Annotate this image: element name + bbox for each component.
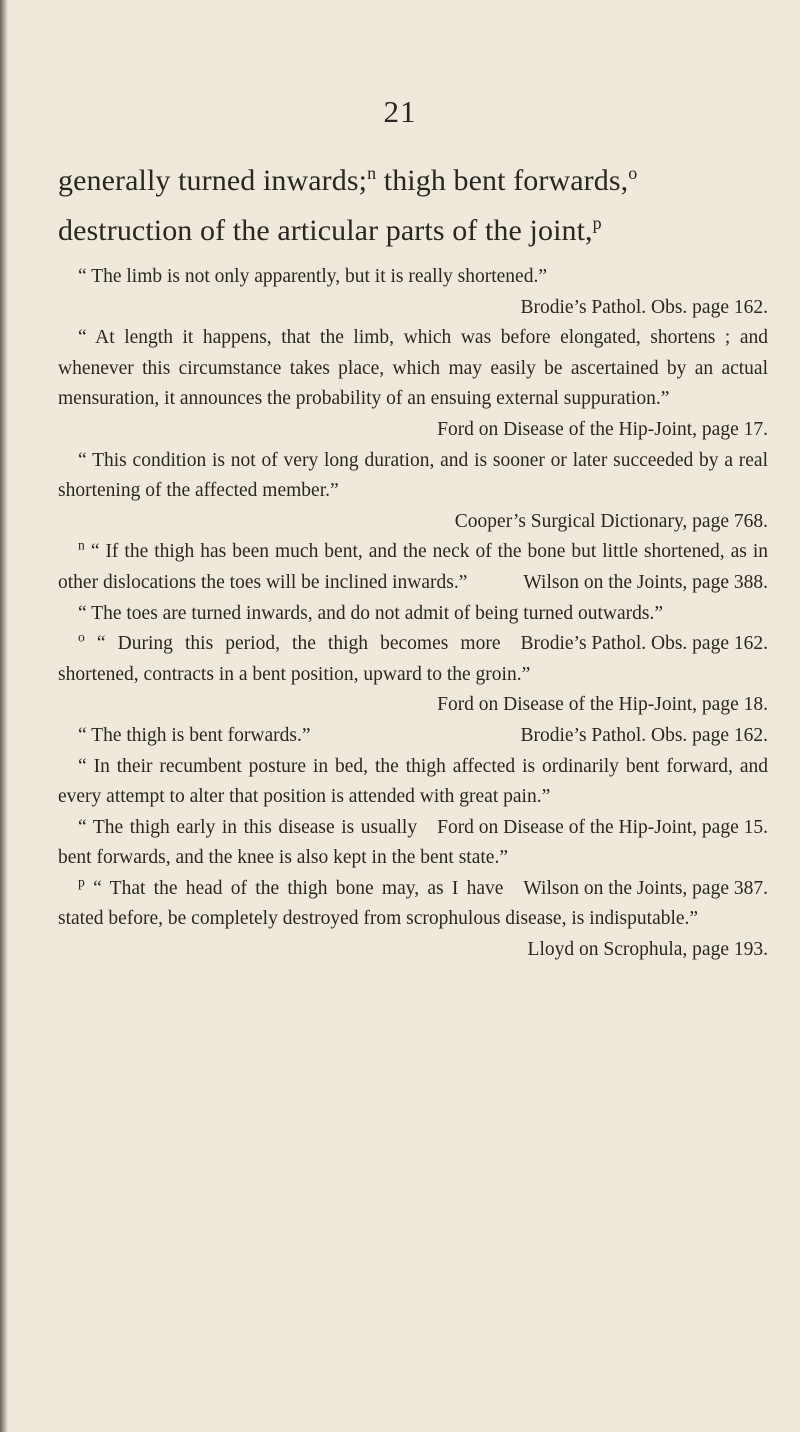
footnote	[58, 721, 768, 752]
footnote	[58, 446, 768, 538]
main-text-segment: generally turned inwards;	[58, 164, 368, 197]
footnote-marker: p	[78, 874, 85, 890]
footnote-marker: n	[78, 537, 85, 553]
footnote-quote: “ The thigh is bent forwards.” Brodie’s Pathol. Obs. page 162.	[58, 721, 768, 752]
footnote-quote: “ The toes are turned inwards, and do not admit of being turned outwards.” Brodie’s Pathol. Obs. page 162.	[58, 599, 768, 630]
page-number: 21	[383, 94, 417, 129]
footnote-citation: Ford on Disease of the Hip-Joint, page 18.	[437, 694, 768, 716]
footnote	[58, 599, 768, 655]
footnote-citation: Wilson on the Joints, page 388.	[523, 571, 768, 593]
footnote-quote: $^p$ “ That the head of the thigh bone may, as I have stated before, be completely destroyed from scrophulous disease, is indisputable.”	[58, 874, 699, 930]
footnote	[58, 323, 768, 445]
footnote-ref-p[interactable]: p	[592, 213, 602, 233]
footnote-citation: Lloyd on Scrophula, page 193.	[527, 939, 768, 961]
footnote-citation: Brodie’s Pathol. Obs. page 162.	[520, 724, 768, 746]
footnotes	[58, 262, 768, 966]
footnote-quote: “ The thigh early in this disease is usually bent forwards, and the knee is also kept in the bent state.” Wilson on the Joints, page 387.	[58, 813, 768, 874]
footnote	[58, 262, 768, 323]
footnote-n	[58, 537, 768, 598]
footnote-citation: Brodie’s Pathol. Obs. page 162.	[520, 633, 768, 655]
main-text-segment: destruction of the articular parts of the joint,	[58, 214, 593, 247]
footnote-citation: Ford on Disease of the Hip-Joint, page 15.	[437, 816, 768, 838]
main-text-segment: thigh bent forwards,	[376, 164, 629, 197]
footnote-quote: “ This condition is not of very long duration, and is sooner or later succeeded by a real shortening of the affected member.”	[58, 449, 768, 502]
footnote-quote: “ In their recumbent posture in bed, the thigh affected is ordinarily bent forward, and every attempt to alter that position is attended with great pain.” Ford on Disease of the Hip-Joint, page 15.	[58, 752, 768, 813]
footnote-citation: Brodie’s Pathol. Obs. page 162.	[520, 296, 768, 318]
main-text-line-2	[58, 206, 770, 256]
footnote-quote: $^n$ “ If the thigh has been much bent, and the neck of the bone but little shortened, as in other dislocations the toes will be inclined inwards.” Wilson on the Joints, page 388.	[58, 537, 768, 598]
footnote-citation: Cooper’s Surgical Dictionary, page 768.	[454, 510, 768, 532]
footnote-quote: “ At length it happens, that the limb, which was before elongated, shortens ; and whenever this circumstance takes place, which may easily be ascertained by an actual mensuration, it announces the probability of an ensuing external suppuration.”	[58, 327, 768, 410]
footnote-ref-o[interactable]: o	[628, 163, 638, 183]
footnote-marker: o	[78, 629, 85, 645]
footnote-quote: “ The limb is not only apparently, but it is really shortened.”	[78, 266, 547, 287]
main-text	[58, 156, 770, 256]
footnote-ref-n[interactable]: n	[367, 163, 377, 183]
footnote-citation: Ford on Disease of the Hip-Joint, page 17.	[437, 418, 768, 440]
footnote-citation: Wilson on the Joints, page 387.	[523, 877, 768, 899]
binding-edge	[0, 0, 8, 1432]
footnote	[58, 752, 768, 838]
main-text-line-1	[58, 156, 770, 206]
footnote-quote: $^o$ “ During this period, the thigh becomes more shortened, contracts in a bent position, upward to the groin.”	[58, 629, 531, 685]
